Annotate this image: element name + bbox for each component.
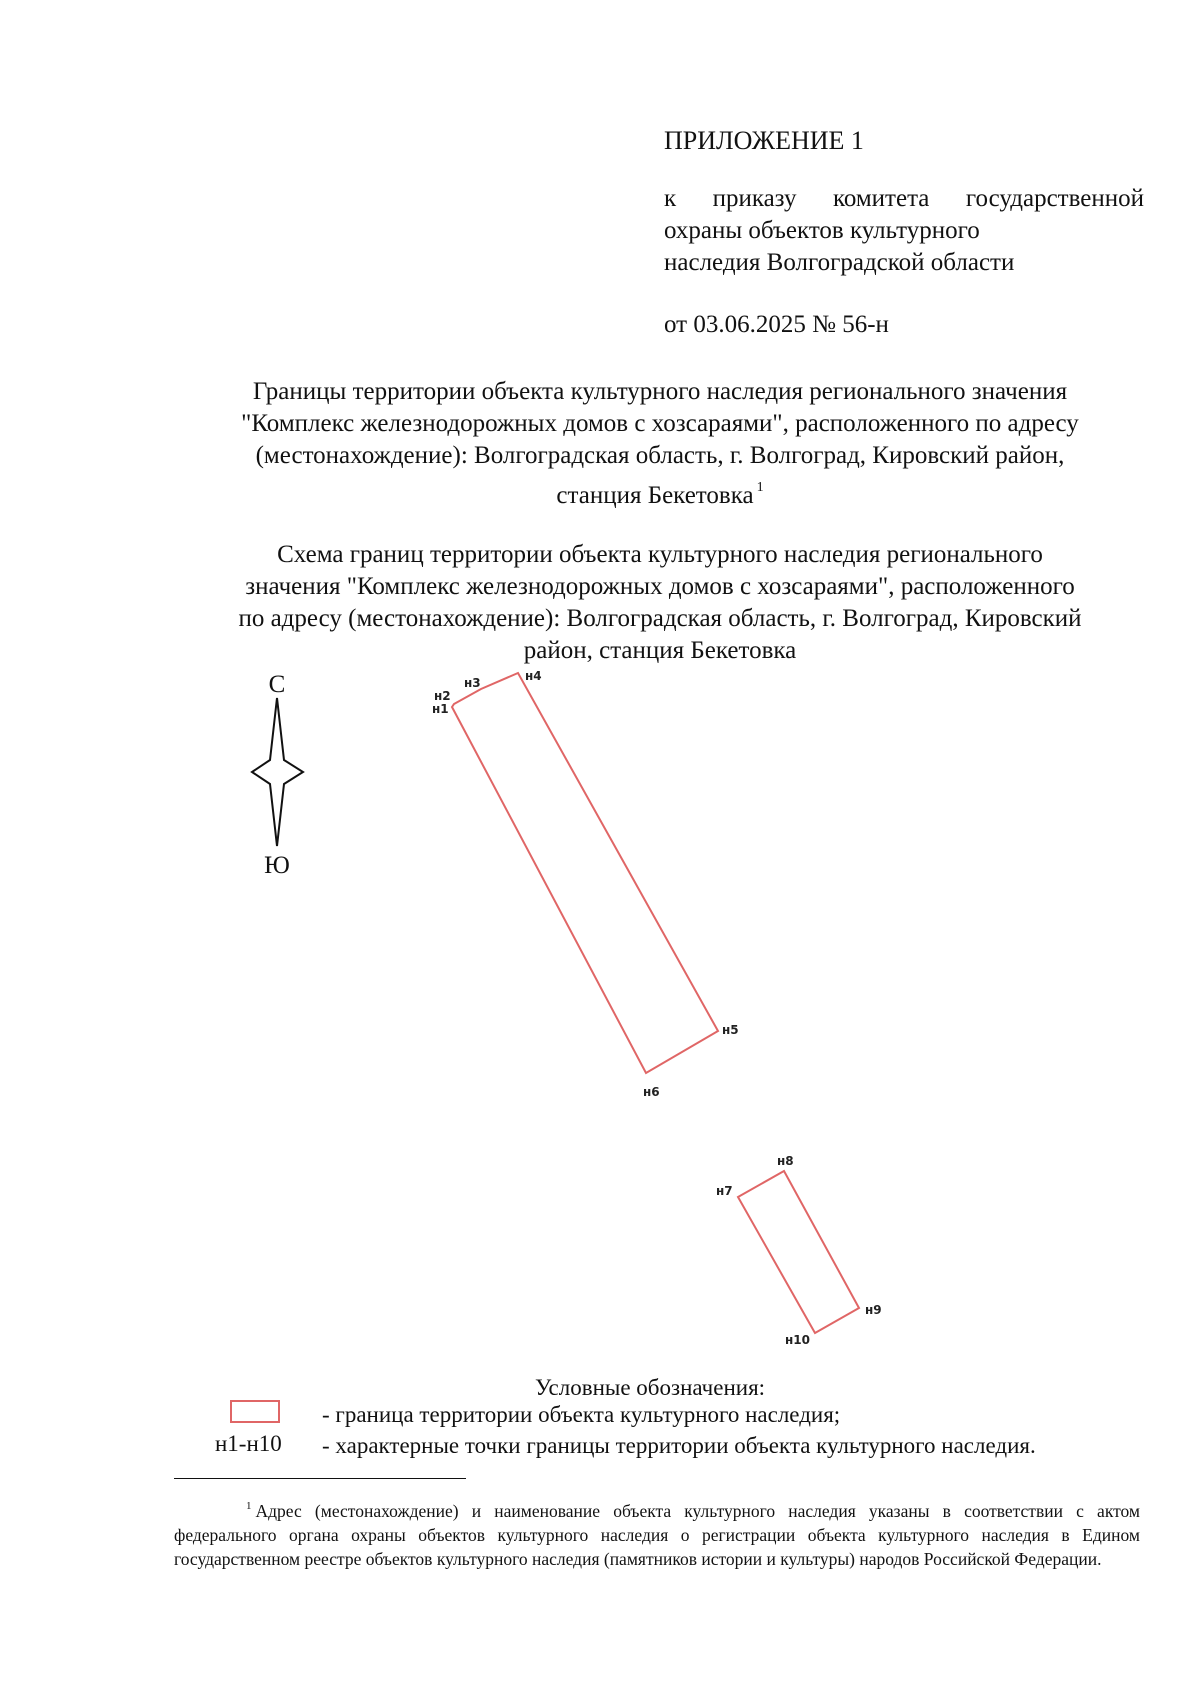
point-label-n2: н2: [434, 689, 451, 703]
territory-boundary-2: [738, 1171, 859, 1333]
footnote-text: Адрес (местонахождение) и наименование объекта культурного наследия указаны в соответствии с актом федерального органа охраны объектов культурного наследия о регистрации объекта культурного наследия в Едином государственном реестре объектов культурного наследия (памятников истории и культуры) народов Российской Федерации.: [174, 1501, 1140, 1569]
legend-title: Условные обозначения:: [535, 1375, 766, 1400]
order-date: от 03.06.2025 № 56-н: [664, 311, 889, 338]
appendix-reference-line-1: к приказу комитета государственной: [664, 185, 1144, 212]
main-title-line-2: "Комплекс железнодорожных домов с хозсараями", расположенного по адресу: [241, 410, 1079, 437]
compass-north-label: С: [268, 671, 286, 698]
legend-boundary-text: - граница территории объекта культурного наследия;: [322, 1402, 841, 1427]
point-label-n6: н6: [643, 1085, 660, 1099]
scheme-title-line-3: по адресу (местонахождение): Волгоградская область, г. Волгоград, Кировский: [238, 605, 1082, 632]
appendix-reference-line-2: охраны объектов культурного: [664, 217, 980, 244]
north-arrow-icon: [252, 698, 303, 846]
territory-boundary-1: [452, 673, 718, 1073]
footnote-reference: 1: [756, 480, 764, 495]
scheme-title-line-4: район, станция Бекетовка: [523, 637, 797, 664]
scheme-title-line-1: Схема границ территории объекта культурного наследия регионального: [277, 541, 1043, 568]
legend-boundary-swatch: [230, 1400, 280, 1423]
point-label-n9: н9: [865, 1303, 882, 1317]
point-label-n4: н4: [525, 669, 542, 683]
main-title-line-1: Границы территории объекта культурного наследия регионального значения: [252, 378, 1068, 405]
point-label-n5: н5: [722, 1023, 739, 1037]
point-label-n8: н8: [777, 1154, 794, 1168]
appendix-title: ПРИЛОЖЕНИЕ 1: [664, 126, 864, 155]
compass-south-label: Ю: [264, 852, 290, 879]
footnote: [174, 1494, 1140, 1571]
point-label-n3: н3: [464, 676, 481, 690]
legend-points-text: - характерные точки границы территории объекта культурного наследия.: [322, 1433, 1036, 1458]
footnote-mark: 1: [246, 1500, 252, 1512]
scheme-title-line-2: значения "Комплекс железнодорожных домов с хозсараями", расположенного: [245, 573, 1075, 600]
footnote-separator: [174, 1478, 466, 1479]
point-label-n10: н10: [785, 1333, 810, 1347]
main-title-line-3: (местонахождение): Волгоградская область, г. Волгоград, Кировский район,: [255, 442, 1065, 469]
point-label-n1: н1: [432, 702, 449, 716]
appendix-reference-line-3: наследия Волгоградской области: [664, 249, 1015, 276]
legend-points-label: н1-н10: [215, 1431, 282, 1456]
main-title-line-4-text: станция Бекетовка: [556, 482, 754, 509]
point-label-n7: н7: [716, 1184, 733, 1198]
